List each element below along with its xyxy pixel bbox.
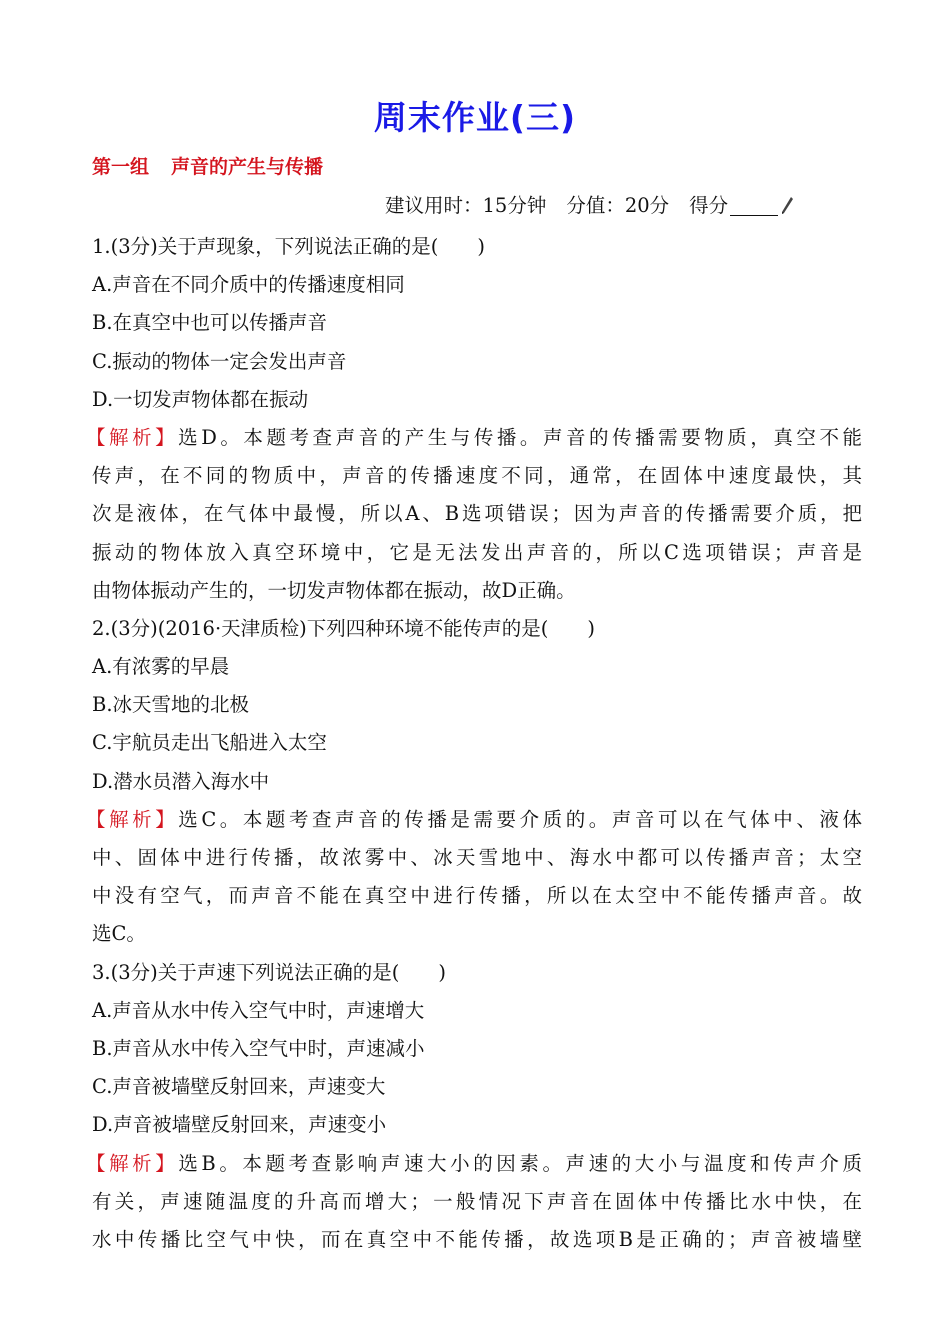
analysis-tag: 【解析】 xyxy=(86,1151,179,1175)
page-title: 周末作业(三) xyxy=(373,98,577,137)
analysis-line: 【解析】选B。本题考查影响声速大小的因素。声速的大小与温度和传声介质 xyxy=(86,1151,862,1175)
option-c: C.振动的物体一定会发出声音 xyxy=(92,349,347,373)
option-d: D.一切发声物体都在振动 xyxy=(92,387,309,411)
option-c: C.宇航员走出飞船进入太空 xyxy=(92,731,327,755)
analysis-line: 【解析】选D。本题考查声音的产生与传播。声音的传播需要物质，真空不能 xyxy=(86,425,862,449)
suggested-time: 建议用时：15分钟 xyxy=(385,194,547,217)
score-value: 分值：20分 xyxy=(566,194,670,217)
option-d: D.潜水员潜入海水中 xyxy=(92,769,270,793)
analysis-line: 中、固体中进行传播，故浓雾中、冰天雪地中、海水中都可以传播声音；太空 xyxy=(92,846,862,869)
score-got-label: 得分 xyxy=(689,194,729,217)
analysis-line: 传声，在不同的物质中，声音的传播速度不同，通常，在固体中速度最快，其 xyxy=(92,464,862,488)
option-b: B.在真空中也可以传播声音 xyxy=(92,311,328,335)
group-topic: 声音的产生与传播 xyxy=(171,156,324,178)
analysis-line: 由物体振动产生的，一切发声物体都在振动，故D正确。 xyxy=(92,578,576,602)
analysis-tag: 【解析】 xyxy=(86,425,179,449)
question-2 xyxy=(86,610,862,954)
analysis-line: 水中传播比空气中快，而在真空中不能传播，故选项B是正确的；声音被墙壁 xyxy=(92,1227,862,1251)
question-3 xyxy=(86,954,862,1260)
analysis-line: 有关，声速随温度的升高而增大；一般情况下声音在固体中传播比水中快，在 xyxy=(92,1189,862,1213)
pencil-icon xyxy=(780,196,794,221)
option-b: B.声音从水中传入空气中时，声速减小 xyxy=(92,1036,425,1060)
question-stem: 1.(3分)关于声现象，下列说法正确的是( ) xyxy=(92,235,485,258)
questions-container xyxy=(86,228,862,1259)
option-a: A.声音在不同介质中的传播速度相同 xyxy=(92,273,405,297)
assignment-meta xyxy=(385,190,794,221)
analysis-line: 中没有空气，而声音不能在真空中进行传播，所以在太空中不能传播声音。故 xyxy=(92,884,862,908)
score-blank[interactable] xyxy=(730,197,778,216)
question-stem: 3.(3分)关于声速下列说法正确的是( ) xyxy=(92,960,446,984)
question-stem: 2.(3分)(2016·天津质检)下列四种环境不能传声的是( ) xyxy=(92,616,595,640)
analysis-line: 选C。 xyxy=(92,922,146,946)
option-a: A.声音从水中传入空气中时，声速增大 xyxy=(92,998,425,1022)
option-d: D.声音被墙壁反射回来，声速变小 xyxy=(92,1113,387,1137)
option-c: C.声音被墙壁反射回来，声速变大 xyxy=(92,1075,386,1099)
option-a: A.有浓雾的早晨 xyxy=(92,655,230,679)
analysis-line: 次是液体，在气体中最慢，所以A、B选项错误；因为声音的传播需要介质，把 xyxy=(92,502,862,526)
analysis-line: 【解析】选C。本题考查声音的传播是需要介质的。声音可以在气体中、液体 xyxy=(86,807,862,831)
group-number: 第一组 xyxy=(92,156,150,178)
question-1 xyxy=(86,228,862,610)
group-heading xyxy=(92,152,323,179)
analysis-tag: 【解析】 xyxy=(86,807,179,831)
option-b: B.冰天雪地的北极 xyxy=(92,693,250,717)
analysis-line: 振动的物体放入真空环境中，它是无法发出声音的，所以C选项错误；声音是 xyxy=(92,540,862,564)
